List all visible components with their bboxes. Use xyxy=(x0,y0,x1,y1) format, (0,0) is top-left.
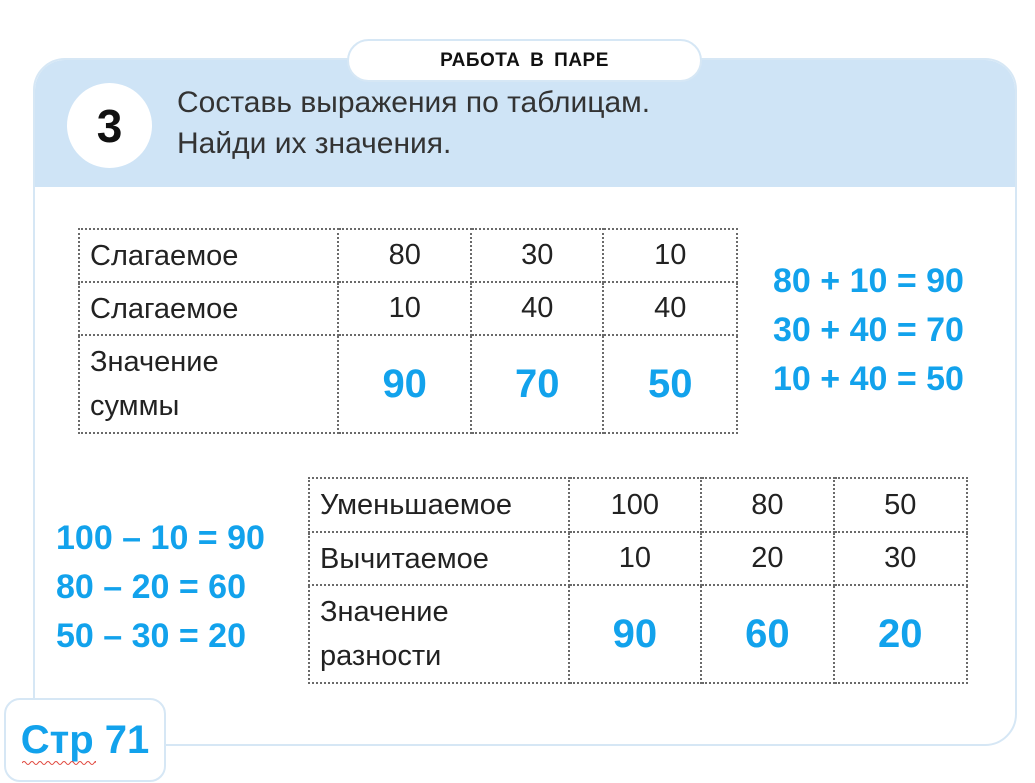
task-number-badge: 3 xyxy=(67,83,152,168)
table-row xyxy=(309,585,967,683)
pair-work-tag: РАБОТА В ПАРЕ xyxy=(347,39,702,82)
result-cell: 70 xyxy=(471,335,604,433)
difference-equations xyxy=(56,514,265,661)
result-cell: 20 xyxy=(834,585,967,683)
result-cell: 90 xyxy=(569,585,701,683)
equation: 50 – 30 = 20 xyxy=(56,617,247,655)
instruction-line-1: Составь выражения по таблицам. xyxy=(177,86,651,119)
table-row xyxy=(79,335,737,433)
result-label-line-1: Значение xyxy=(320,596,449,628)
result-row-label xyxy=(79,335,338,433)
row-label: Слагаемое xyxy=(79,282,338,335)
result-cell: 60 xyxy=(701,585,833,683)
equation: 80 + 10 = 90 xyxy=(773,262,964,300)
table-cell: 30 xyxy=(471,229,604,282)
sum-equations xyxy=(773,257,964,404)
result-cell: 50 xyxy=(603,335,737,433)
row-label: Уменьшаемое xyxy=(309,478,569,532)
table-cell: 40 xyxy=(603,282,737,335)
equation: 100 – 10 = 90 xyxy=(56,519,265,557)
table-cell: 10 xyxy=(338,282,471,335)
row-label: Слагаемое xyxy=(79,229,338,282)
result-label-line-2: суммы xyxy=(90,390,180,422)
result-row-label xyxy=(309,585,569,683)
equation: 10 + 40 = 50 xyxy=(773,360,964,398)
table-cell: 10 xyxy=(603,229,737,282)
sum-table xyxy=(78,228,738,434)
table-cell: 50 xyxy=(834,478,967,532)
table-row xyxy=(309,478,967,532)
table-cell: 30 xyxy=(834,532,967,585)
equation: 80 – 20 = 60 xyxy=(56,568,247,606)
table-cell: 20 xyxy=(701,532,833,585)
table-cell: 40 xyxy=(471,282,604,335)
spellcheck-underline xyxy=(22,760,96,766)
result-cell: 90 xyxy=(338,335,471,433)
difference-table xyxy=(308,477,968,684)
table-row xyxy=(79,282,737,335)
table-cell: 80 xyxy=(701,478,833,532)
result-label-line-1: Значение xyxy=(90,346,219,378)
row-label: Вычитаемое xyxy=(309,532,569,585)
equation: 30 + 40 = 70 xyxy=(773,311,964,349)
table-row xyxy=(309,532,967,585)
table-cell: 10 xyxy=(569,532,701,585)
table-cell: 100 xyxy=(569,478,701,532)
table-cell: 80 xyxy=(338,229,471,282)
instruction-line-2: Найди их значения. xyxy=(177,127,452,160)
task-instructions xyxy=(177,82,650,164)
page-reference: Стр 71 xyxy=(4,698,166,782)
result-label-line-2: разности xyxy=(320,640,442,672)
table-row xyxy=(79,229,737,282)
